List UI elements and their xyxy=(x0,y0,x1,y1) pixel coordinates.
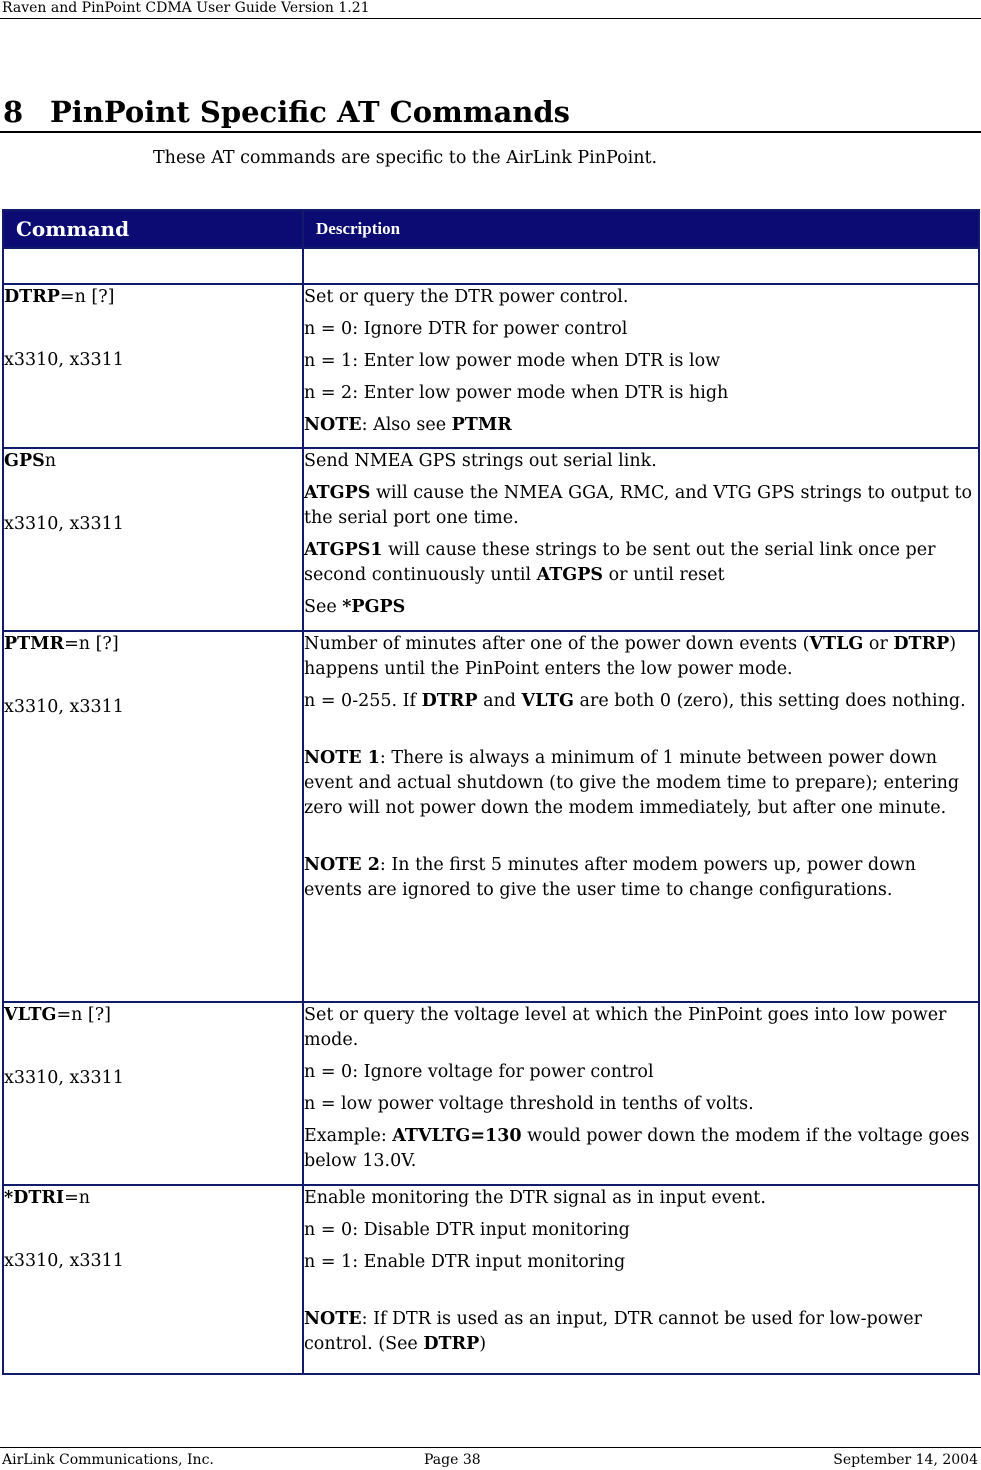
chapter-heading xyxy=(3,95,570,129)
column-header-description: Description xyxy=(303,210,979,248)
command-cell xyxy=(3,1002,303,1185)
command-models: x3310, x3311 xyxy=(4,1251,124,1271)
header-rule xyxy=(0,18,981,19)
note: NOTE 1: There is always a minimum of 1 minute between power down event and actual shutdown (to give the modem time to prepare); entering zero will not power down the modem immediately, but after one minute. xyxy=(304,748,960,818)
command-cell xyxy=(3,448,303,631)
description-cell: Send NMEA GPS strings out serial link. ATGPS will cause the NMEA GGA, RMC, and VTG GPS strings to output to the serial port one time. ATGPS1 will cause these strings to be sent out the serial link once per second continuously until ATGPS or until reset See *PGPS xyxy=(303,448,979,631)
description-cell: Set or query the DTR power control. n = 0: Ignore DTR for power control n = 1: Enter low power mode when DTR is low n = 2: Enter low power mode when DTR is high NOTE: Also see PTMR xyxy=(303,284,979,448)
note: NOTE: Also see PTMR xyxy=(304,415,512,435)
chapter-title: PinPoint Specific AT Commands xyxy=(50,95,570,129)
description-cell: Set or query the voltage level at which the PinPoint goes into low power mode. n = 0: Ignore voltage for power control n = low power voltage threshold in tenths of volts. Example: ATVLTG=130 would power down the modem if the voltage goes below 13.0V. xyxy=(303,1002,979,1185)
table-row xyxy=(3,631,979,1002)
intro-paragraph: These AT commands are specific to the AirLink PinPoint. xyxy=(153,148,658,168)
chapter-number: 8 xyxy=(3,95,24,129)
command-models: x3310, x3311 xyxy=(4,350,124,370)
note: NOTE 2: In the first 5 minutes after modem powers up, power down events are ignored to give the user time to change configurations. xyxy=(304,855,916,900)
empty-row xyxy=(3,248,979,284)
chapter-rule xyxy=(0,131,981,133)
command-name: *DTRI=n xyxy=(4,1188,91,1208)
command-name: DTRP=n [?] xyxy=(4,287,115,307)
table-header-row xyxy=(3,210,979,248)
description-cell: Number of minutes after one of the power down events (VTLG or DTRP) happens until the PinPoint enters the low power mode. n = 0-255. If DTRP and VLTG are both 0 (zero), this setting does nothing. NOTE 1: There is always a minimum of 1 minute between power down event and actual shutdown (to give the modem time to prepare); entering zero will not power down the modem immediately, but after one minute. NOTE 2: In the first 5 minutes after modem powers up, power down events are ignored to give the user time to change configurations. xyxy=(303,631,979,1002)
footer-date: September 14, 2004 xyxy=(833,1452,978,1468)
command-cell xyxy=(3,284,303,448)
column-header-command: Command xyxy=(3,210,303,248)
command-cell xyxy=(3,631,303,1002)
table-row xyxy=(3,1002,979,1185)
command-name: GPSn xyxy=(4,451,57,471)
footer-company: AirLink Communications, Inc. xyxy=(2,1452,214,1468)
command-models: x3310, x3311 xyxy=(4,697,124,717)
description-cell: Enable monitoring the DTR signal as in input event. n = 0: Disable DTR input monitoring n = 1: Enable DTR input monitoring NOTE: If DTR is used as an input, DTR cannot be used for low-power control. (See DTRP) xyxy=(303,1185,979,1374)
table-row xyxy=(3,284,979,448)
command-name: VLTG=n [?] xyxy=(4,1005,111,1025)
footer-page-number: Page 38 xyxy=(424,1452,481,1468)
command-name: PTMR=n [?] xyxy=(4,634,119,654)
running-header: Raven and PinPoint CDMA User Guide Version 1.21 xyxy=(2,0,370,16)
command-models: x3310, x3311 xyxy=(4,514,124,534)
command-models: x3310, x3311 xyxy=(4,1068,124,1088)
at-commands-table xyxy=(2,209,980,1375)
command-cell xyxy=(3,1185,303,1374)
note: NOTE: If DTR is used as an input, DTR cannot be used for low-power control. (See DTRP) xyxy=(304,1309,922,1354)
table-row xyxy=(3,448,979,631)
footer-rule xyxy=(0,1447,981,1448)
table-row xyxy=(3,1185,979,1374)
